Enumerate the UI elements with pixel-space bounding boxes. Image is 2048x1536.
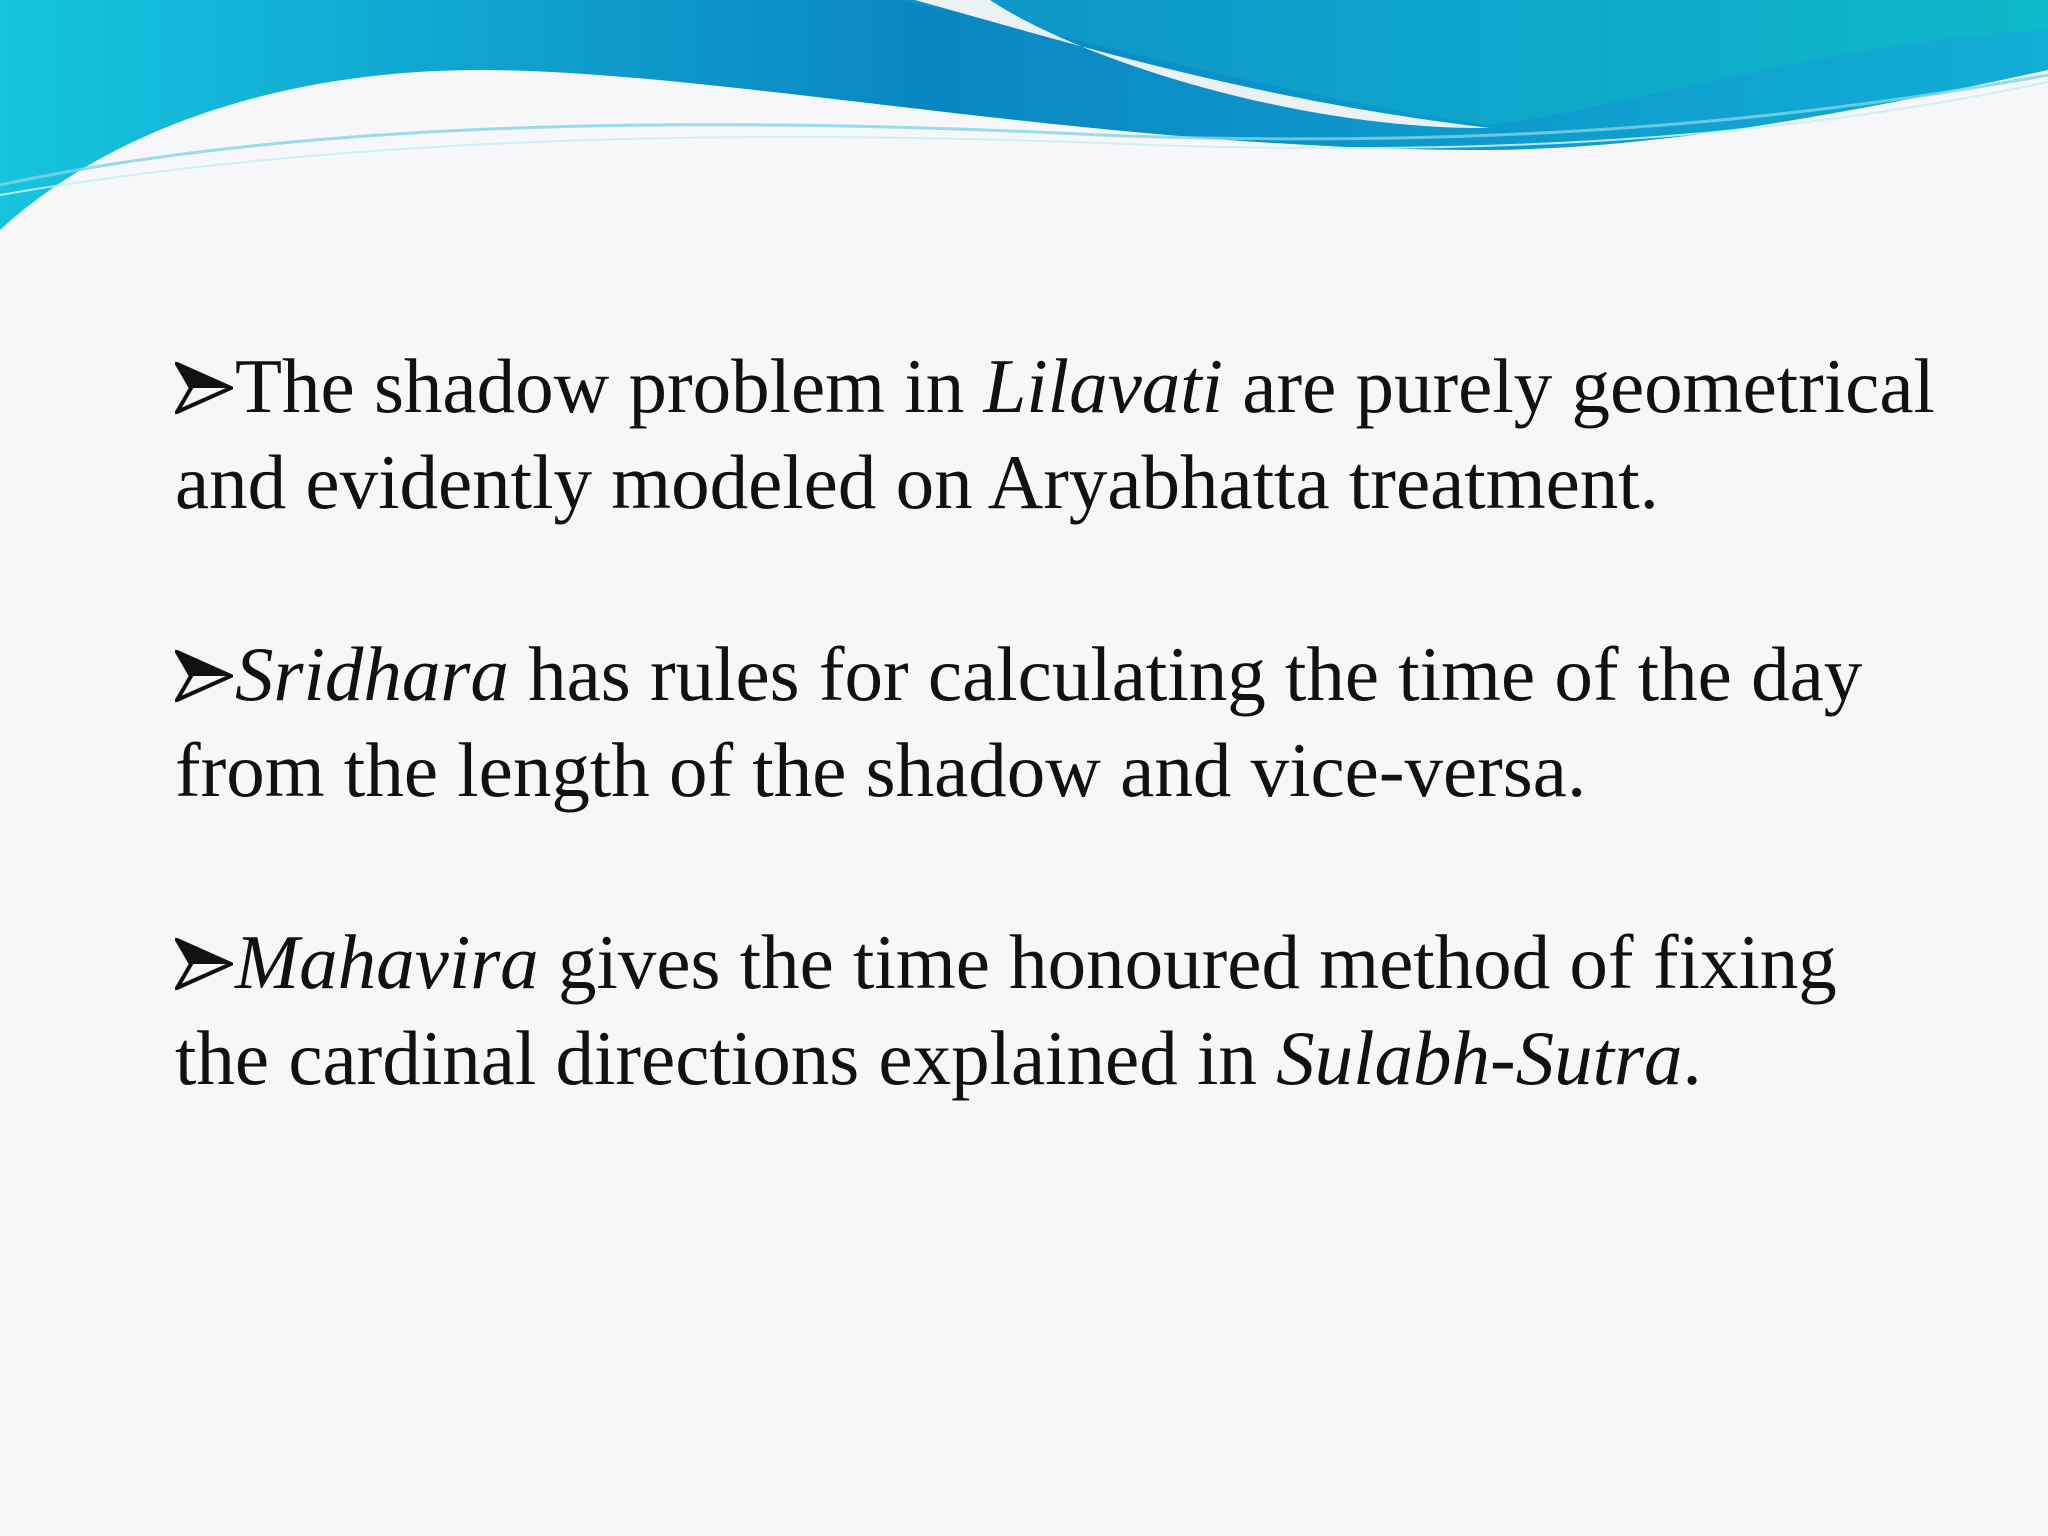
arrow-bullet-icon (175, 914, 233, 1010)
bullet-text-italic: Sulabh-Sutra (1276, 1015, 1683, 1101)
bullet-text-italic: Mahavira (235, 919, 539, 1005)
bullet-item-shadow-problem (175, 338, 1935, 530)
bullet-text: are purely geometrical and evidently modeled on Aryabhatta treatment. (175, 343, 1935, 525)
bullet-text-italic: Lilavati (983, 343, 1224, 429)
arrow-bullet-icon (175, 338, 233, 434)
bullet-text: gives the time honoured method of fixing the cardinal directions explained in (175, 919, 1837, 1101)
bullet-text: . (1682, 1015, 1702, 1101)
bullet-item-sridhara (175, 626, 1935, 818)
bullet-text-italic: Sridhara (235, 631, 509, 717)
bullet-text: has rules for calculating the time of the day from the length of the shadow and vice-versa. (175, 631, 1863, 813)
bullet-list (175, 338, 1935, 1202)
arrow-bullet-icon (175, 626, 233, 722)
bullet-item-mahavira (175, 914, 1935, 1106)
wave-header-decoration (0, 0, 2048, 240)
bullet-text: The shadow problem in (235, 343, 984, 429)
